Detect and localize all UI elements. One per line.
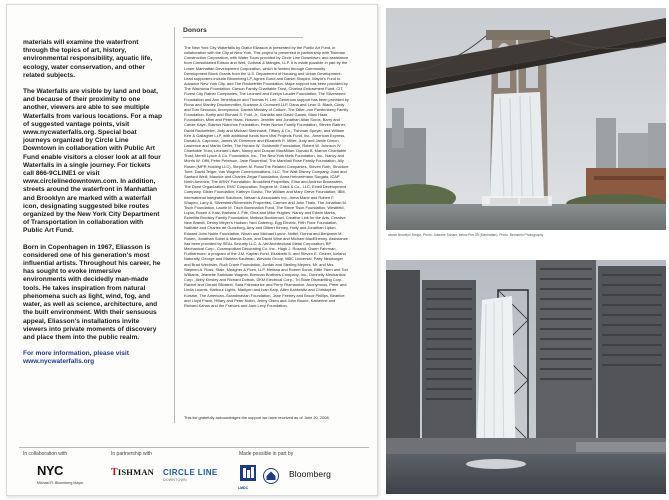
- intro-paragraph: materials will examine the waterfront through the topics of art, history, environmental responsibility, aquatic life, ecology, water conservation, and other related subjects.: [23, 39, 153, 79]
- donors-paragraph: The New York City Waterfalls by Olafur Eliasson is presented by the Public Art Fund, in collaboration with the City of New York. This project is presented in partnership with Tishman Construction Corporation, with Water Tours provided by Circle Line Downtown, and assistance from Consolidated Edison and Weil, Gotshal & Manges, LLP. It is made possible in part by the Lower Manhattan Development Corporation, which is funded through Community Development Block Grants from the U.S. Department of Housing and Urban Development. Lead supporters include Bloomberg LP, Agnes Gund and Daniel Shapiro, Mayor's Fund to Advance New York City, and The Rockefeller Foundation. Major support has been provided by The Wachovia Foundation, Carson Family Charitable Trust, Charina Endowment Fund, CIT, Forest City Ratner Companies, The Leonard and Evelyn Lauder Foundation, The Silverweed Foundation and Ann Tenenbaum and Thomas H. Lee. Generous support has been provided by Fiona and Stanley Druckenmiller, Suzanne & Cromwell LLP, Dana and Leon D. Black, Cindy and Tom Secunda, Anonymous, Danish Ministry of Culture, The Diller–von Furstenberg Family Foundation, Kathy and Richard S. Fuld, Jr., Daniella and David Ganek, Marc Haas Foundation, Mimi and Peter Haas, Horizon, Jennifer and Jonathan Allan Soros, Barry and Carole Kaye, Stavros Niarchos Foundation, Peter Norton Family Foundation, Steven Rattner, David Rockefeller, Judy and Michael Steinhardt, Tiffany & Co., Tishman Speyer, and William Kerr & Gallagher LLP, with additional funds from Vital Projects Fund, Inc., American Express, Donald A. Capoccia, James W. Dinsmore and Elizabeth R. Miller, Judy and Jamie Dimon, Lawrence and Martin Geller, The Horace W. Goldsmith Foundation, Robert W. Johnson IV Charitable Trust, Leonard Litwin, Nancy and Duncan MacMillan, Donald B. Marron Charitable Trust, Merrill Lynch & Co. Foundation, Inc., The New York Mets Foundation, Inc., Nancy and Morris W. Offit, Peter Peterson, Jane Rosenthal, The Marshall Rose Family Foundation, Ally Rosen (MPR Holding LLC), Stephen M. Ross/The Related Companies, Steven Roth, Structure Tone, David Teiger, Van Wagner Communications, LLC, The Walt Disney Company, Joan and Sanford Weill, Maurice and Charles Zegar Foundation, Anna Heinzelmann Sorgato, ICAP North America, The ARNY Foundation, Brookfield Properties, Elisa and Andrew Brownstein, The Durst Organization, EMC Corporation, Eugene M. Grant & Co., LLC, Extell Development Company, Gilder Foundation, Kathryn Gosho, The William and Mary Greve Foundation, IBM, International Integrated Solutions, Netzari & Associates Inc., Anna Marie and Robert F. Shapiro, Larry A. Silverstein/Silverstein Properties, Carmen and John Thain, The Jonathan M. Tisch Foundation, Laurie M. Tisch Illumination Fund, The Steve Tisch Foundation, Westfield, Lupia, Rosen & Katz, Barbara J. Fife, Gina and Mike Hughes, Nancy and Edwin Marks, Estrellita Brodsky Family Foundation, Melissa Bucklerowl, Creative Link for the Arts, Creative New Brandt, Denny Meyer's Hudson Yard Catering, Egg Electric, Fifth Floor Foundation, Nathalie and Charles de Gunzburg, Amy and Gilbert Kinney, Holly and Jonathan Lipton, Edward John Noble Foundation, Ninah and Michael Lynne, Nottel, Donna and Benjamin M. Rosen, Jonathan Sobel & Marcia Dunn, and David Wine and Michael MacElhenny. Assistance has been provided by SEAL Security LLC, A–Val Architectural Metal Corporation, BP Mechanical Corp., Cosmopolitan Decorating Co. Inc., Hugh J. Rosand, Gwen Fahrman, Furthermore: a program of the J.M. Kaplan Fund, Elizabeth S. and Steven E. Gruber, Iceland Naturally, George and Marlena Kaufman, Wevado Group, MBC Universal, Patty Newburger and Brad Wechsler, Rudi Crane Foundation, Jordan and Sterling Meyers, Mr. and Mrs. Stephen A. Ross, Stale, Meagher & Flom, LLP, Melissa and Robert Soros, Billie Tsien and Tod Williams, Jeanette Sarkisian Wagner, Brennan Brothers Company, Inc., Donnelly Mechanical Corp., Abby Kinsley and Richard Dotson, DKM Electrical Corp., Tri-State Dismantling Corp., Rachel and Gerald Silbstein, Sara Fitzmaurice and Perry Fitzmaurice, Anonymous, Peter and Linda Loomis, Harbour Lights, Marilynn and Ivan Karp, Allen Kahtowitz and Christopher Kurtzke, The American–Scandinavian Foundation, Jane Feeney and Bruce Phillips, Beatrice and Lloyd Frank, Hillary and Peter Nolch, Jenny Olsen and John Boone, Katherine and Richard Kahan and the Frances and Jack Levy Foundation.: [184, 45, 349, 308]
- circle-line-logo-subtitle: DOWNTOWN: [163, 478, 187, 482]
- lmdc-logo-text: LMDC: [238, 486, 249, 490]
- circle-line-logo-text: CIRCLE LINE: [163, 468, 218, 477]
- made-possible-label: Made possible in part by: [239, 451, 294, 457]
- hud-logo-icon: [263, 467, 279, 485]
- lmdc-logo-icon: [239, 464, 257, 486]
- nyc-logo-subtitle: Michael R. Bloomberg Mayor: [37, 481, 84, 485]
- donors-acknowledgement: This list gratefully acknowledges the support we have received as of June 20, 2008.: [184, 415, 330, 420]
- collaboration-label: In collaboration with: [23, 451, 68, 457]
- photo-page: [386, 4, 666, 496]
- pier-35-waterfall-photo: [386, 260, 666, 494]
- brochure-page: [6, 4, 378, 496]
- brooklyn-bridge-waterfall-photo: [386, 8, 666, 230]
- intro-column: [23, 39, 163, 375]
- bloomberg-logo: Bloomberg: [289, 469, 332, 479]
- donors-heading: Donors: [183, 27, 303, 38]
- viewing-paragraph: The Waterfalls are visible by land and boat, and because of their proximity to one another, viewers are able to see multiple Waterfalls from various locations. For a map of suggested vantage points, visit www.nycwaterfalls.org. Special boat journeys organized by Circle Line Downtown in collaboration with Public Art Fund enable visitors a closer look at all four Waterfalls in a single journey. For tickets call 866-9CLINE1 or visit www.circlelinedowntown.com. In addition, streets around the waterfront in Manhattan and Brooklyn are marked with a waterfall icon, designating suggested bike routes organized by the New York City Department of Transportation in collaboration with Public Art Fund.: [23, 88, 162, 235]
- partnership-label: In partnership with: [111, 451, 152, 457]
- photo-caption: above Brooklyn Bridge. Photo: Julienne Schaer, below Pier 35 (Manhattan). Photo: Bernstein Photography: [388, 233, 544, 237]
- more-info-label: For more information, please visit: [23, 350, 129, 358]
- circle-line-logo: [163, 468, 218, 482]
- tishman-logo-mark: T: [111, 467, 118, 478]
- column-divider: [174, 27, 175, 423]
- nyc-logo: NYC: [37, 463, 63, 478]
- donors-list: [184, 45, 349, 313]
- more-info-link[interactable]: www.nycwaterfalls.org: [23, 358, 95, 366]
- tishman-logo: TISHMAN: [111, 467, 155, 478]
- artist-bio-paragraph: Born in Copenhagen in 1967, Eliasson is considered one of his generation's most influential artists. Throughout his career, he has sought to evoke immersive environments with decidedly man-made tools. He takes inspiration from natural phenomena such as light, wind, fog, and water, as well as science, architecture, and the built environment. With their sensuous appeal, Eliasson's installations invite viewers into private moments of discovery and place them into the public realm.: [23, 243, 161, 341]
- footer-divider: [19, 447, 369, 448]
- more-info: [23, 350, 163, 366]
